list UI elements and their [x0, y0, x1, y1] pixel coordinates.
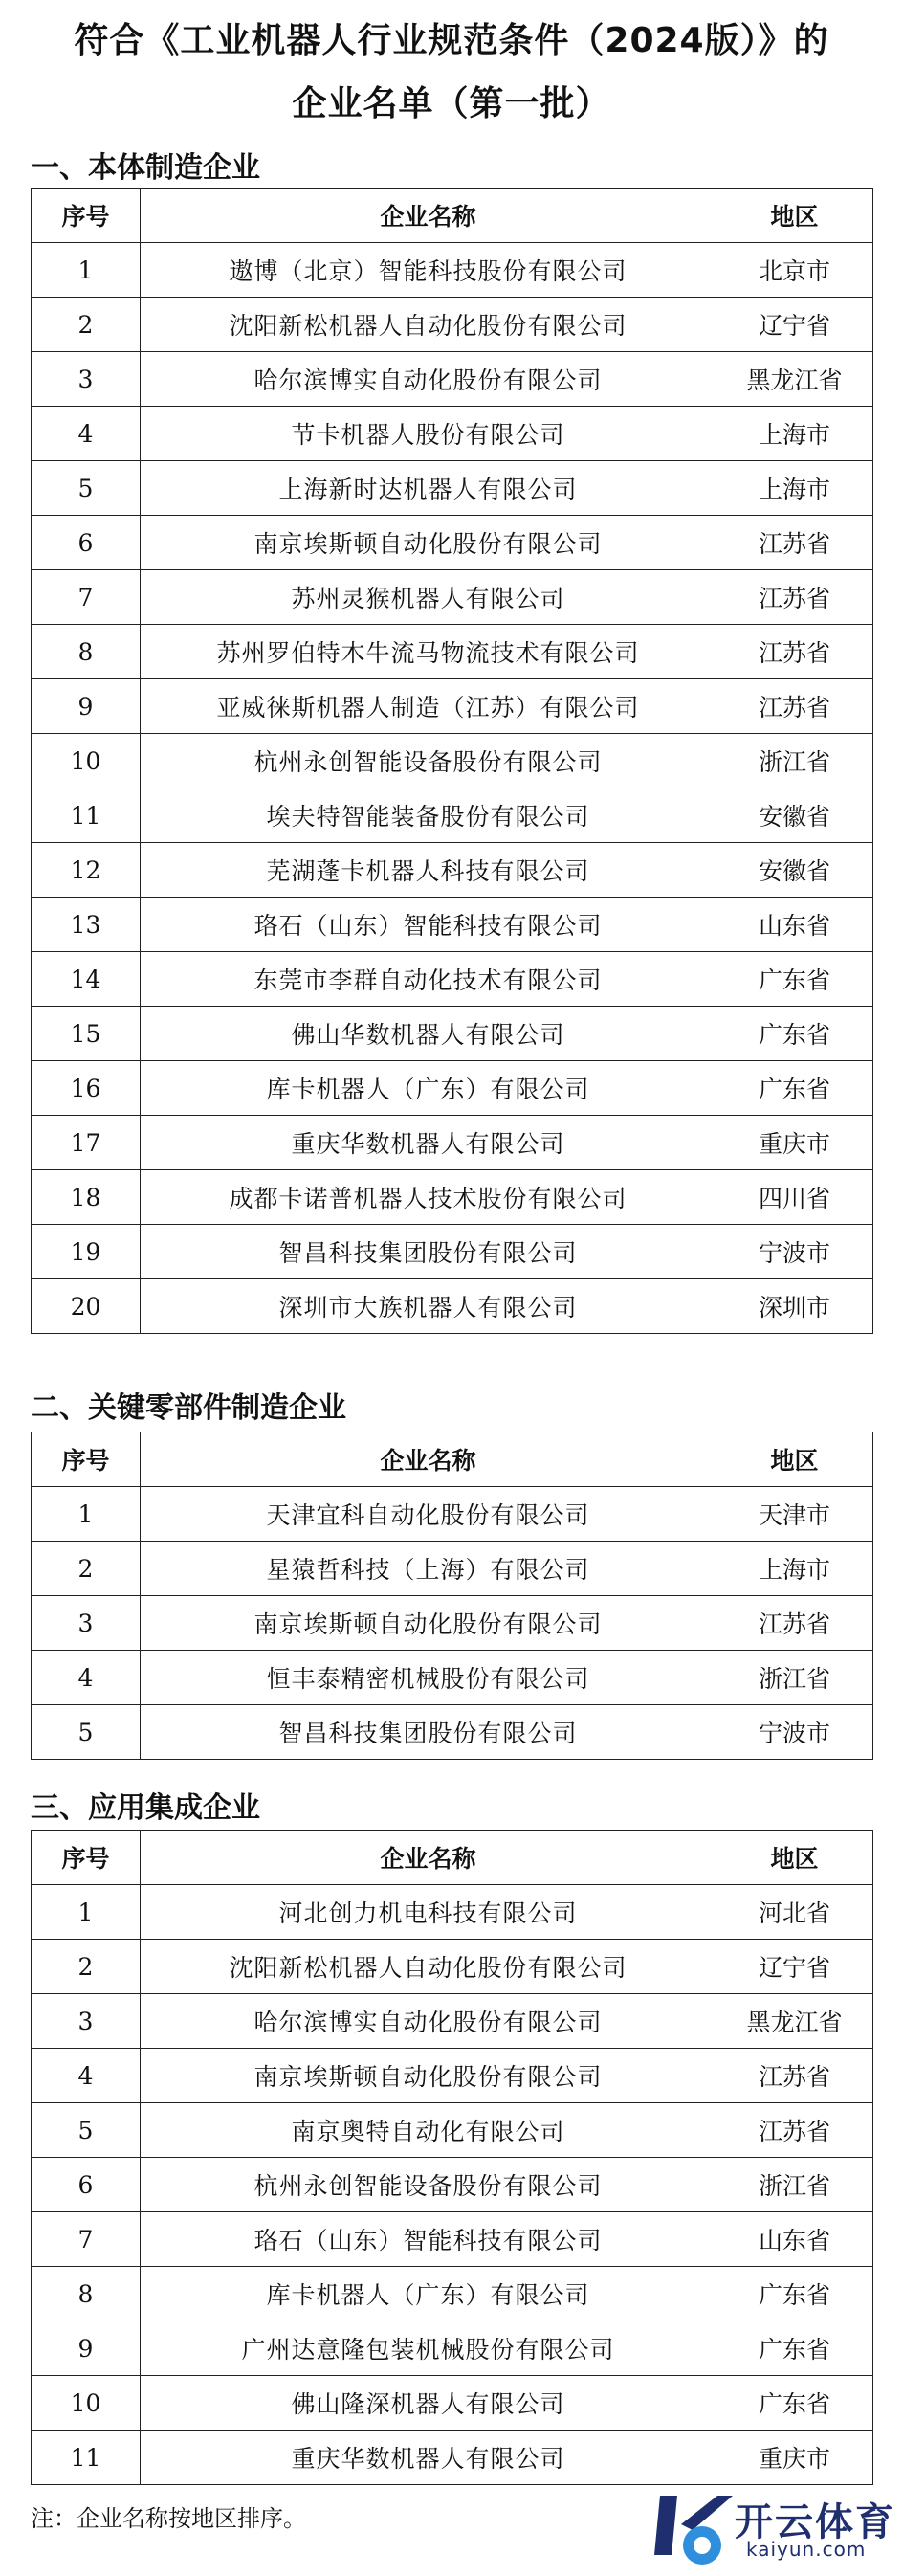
- company-name-cell: 哈尔滨博实自动化股份有限公司: [141, 1994, 716, 2049]
- row-number-cell: 3: [32, 352, 141, 407]
- region-cell: 上海市: [716, 407, 873, 461]
- company-name-cell: 重庆华数机器人有限公司: [141, 2431, 716, 2485]
- company-name-cell: 苏州罗伯特木牛流马物流技术有限公司: [141, 625, 716, 679]
- region-cell: 宁波市: [716, 1705, 873, 1760]
- section-heading-key-components: 二、关键零部件制造企业: [31, 1391, 346, 1425]
- row-number-cell: 1: [32, 1487, 141, 1542]
- table-row: [32, 2049, 873, 2103]
- company-name-cell: 南京埃斯顿自动化股份有限公司: [141, 1596, 716, 1651]
- region-cell: 山东省: [716, 2212, 873, 2267]
- table-row: [32, 1116, 873, 1170]
- table-row: [32, 1542, 873, 1596]
- row-number-cell: 6: [32, 2158, 141, 2212]
- table-key-components: [31, 1432, 873, 1760]
- watermark-brand: 开云体育: [735, 2500, 895, 2544]
- region-cell: 天津市: [716, 1487, 873, 1542]
- table-body-manufacturing: [31, 188, 873, 1334]
- company-name-cell: 上海新时达机器人有限公司: [141, 461, 716, 516]
- row-number-cell: 11: [32, 2431, 141, 2485]
- row-number-cell: 9: [32, 2321, 141, 2376]
- row-number-cell: 17: [32, 1116, 141, 1170]
- row-number-cell: 10: [32, 734, 141, 788]
- region-cell: 四川省: [716, 1170, 873, 1225]
- region-cell: 重庆市: [716, 1116, 873, 1170]
- company-name-cell: 广州达意隆包装机械股份有限公司: [141, 2321, 716, 2376]
- region-cell: 江苏省: [716, 516, 873, 570]
- region-cell: 江苏省: [716, 625, 873, 679]
- table-row: [32, 2212, 873, 2267]
- table-row: [32, 516, 873, 570]
- table-row: [32, 1225, 873, 1279]
- region-cell: 深圳市: [716, 1279, 873, 1334]
- row-number-cell: 4: [32, 2049, 141, 2103]
- row-number-cell: 19: [32, 1225, 141, 1279]
- document-title-line2: 企业名单（第一批）: [292, 84, 611, 123]
- region-cell: 浙江省: [716, 1651, 873, 1705]
- row-number-cell: 14: [32, 952, 141, 1007]
- table-row: [32, 298, 873, 352]
- table-row: [32, 407, 873, 461]
- region-cell: 广东省: [716, 2376, 873, 2431]
- row-number-cell: 5: [32, 461, 141, 516]
- company-name-cell: 恒丰泰精密机械股份有限公司: [141, 1651, 716, 1705]
- company-name-cell: 南京埃斯顿自动化股份有限公司: [141, 2049, 716, 2103]
- table-row: [32, 1651, 873, 1705]
- row-number-cell: 1: [32, 1885, 141, 1940]
- row-number-cell: 7: [32, 570, 141, 625]
- table-row: [32, 2267, 873, 2321]
- company-name-cell: 智昌科技集团股份有限公司: [141, 1225, 716, 1279]
- table-row: [32, 625, 873, 679]
- table-row: [32, 1940, 873, 1994]
- company-name-cell: 库卡机器人（广东）有限公司: [141, 2267, 716, 2321]
- region-cell: 辽宁省: [716, 298, 873, 352]
- company-name-cell: 深圳市大族机器人有限公司: [141, 1279, 716, 1334]
- row-number-cell: 5: [32, 1705, 141, 1760]
- region-cell: 宁波市: [716, 1225, 873, 1279]
- kaiyun-logo-icon: [643, 2488, 738, 2570]
- region-cell: 广东省: [716, 1007, 873, 1061]
- table-row: [32, 2158, 873, 2212]
- table-row: [32, 1994, 873, 2049]
- region-cell: 广东省: [716, 2267, 873, 2321]
- row-number-cell: 6: [32, 516, 141, 570]
- company-name-cell: 哈尔滨博实自动化股份有限公司: [141, 352, 716, 407]
- table-row: [32, 1170, 873, 1225]
- table-row: [32, 679, 873, 734]
- table-header-row: [32, 189, 873, 243]
- table-row: [32, 788, 873, 843]
- table-row: [32, 1487, 873, 1542]
- region-cell: 河北省: [716, 1885, 873, 1940]
- region-cell: 上海市: [716, 461, 873, 516]
- column-header-name: 企业名称: [141, 1831, 716, 1885]
- row-number-cell: 7: [32, 2212, 141, 2267]
- region-cell: 北京市: [716, 243, 873, 298]
- column-header-region: 地区: [716, 189, 873, 243]
- row-number-cell: 3: [32, 1596, 141, 1651]
- column-header-no: 序号: [32, 189, 141, 243]
- region-cell: 浙江省: [716, 734, 873, 788]
- row-number-cell: 1: [32, 243, 141, 298]
- row-number-cell: 2: [32, 1940, 141, 1994]
- section-heading-body-manufacturing: 一、本体制造企业: [31, 151, 260, 185]
- table-header-row: [32, 1432, 873, 1487]
- table-row: [32, 734, 873, 788]
- section-heading-application-integration: 三、应用集成企业: [31, 1791, 260, 1825]
- company-name-cell: 南京埃斯顿自动化股份有限公司: [141, 516, 716, 570]
- row-number-cell: 8: [32, 2267, 141, 2321]
- company-name-cell: 重庆华数机器人有限公司: [141, 1116, 716, 1170]
- table-header-row: [32, 1831, 873, 1885]
- region-cell: 安徽省: [716, 843, 873, 898]
- region-cell: 安徽省: [716, 788, 873, 843]
- company-name-cell: 智昌科技集团股份有限公司: [141, 1705, 716, 1760]
- row-number-cell: 11: [32, 788, 141, 843]
- table-row: [32, 952, 873, 1007]
- column-header-name: 企业名称: [141, 189, 716, 243]
- table-row: [32, 843, 873, 898]
- table-row: [32, 570, 873, 625]
- region-cell: 江苏省: [716, 2103, 873, 2158]
- company-name-cell: 杭州永创智能设备股份有限公司: [141, 734, 716, 788]
- table-row: [32, 352, 873, 407]
- row-number-cell: 13: [32, 898, 141, 952]
- company-name-cell: 星猿哲科技（上海）有限公司: [141, 1542, 716, 1596]
- table-row: [32, 1596, 873, 1651]
- row-number-cell: 10: [32, 2376, 141, 2431]
- row-number-cell: 4: [32, 407, 141, 461]
- table-row: [32, 1007, 873, 1061]
- region-cell: 辽宁省: [716, 1940, 873, 1994]
- region-cell: 广东省: [716, 1061, 873, 1116]
- region-cell: 江苏省: [716, 2049, 873, 2103]
- table-row: [32, 2103, 873, 2158]
- column-header-no: 序号: [32, 1432, 141, 1487]
- row-number-cell: 20: [32, 1279, 141, 1334]
- company-name-cell: 杭州永创智能设备股份有限公司: [141, 2158, 716, 2212]
- column-header-name: 企业名称: [141, 1432, 716, 1487]
- row-number-cell: 12: [32, 843, 141, 898]
- region-cell: 江苏省: [716, 679, 873, 734]
- table-row: [32, 1279, 873, 1334]
- table-row: [32, 1705, 873, 1760]
- row-number-cell: 8: [32, 625, 141, 679]
- company-name-cell: 成都卡诺普机器人技术股份有限公司: [141, 1170, 716, 1225]
- row-number-cell: 16: [32, 1061, 141, 1116]
- company-name-cell: 芜湖蓬卡机器人科技有限公司: [141, 843, 716, 898]
- company-name-cell: 苏州灵猴机器人有限公司: [141, 570, 716, 625]
- company-name-cell: 南京奥特自动化有限公司: [141, 2103, 716, 2158]
- company-name-cell: 节卡机器人股份有限公司: [141, 407, 716, 461]
- table-row: [32, 2376, 873, 2431]
- company-name-cell: 库卡机器人（广东）有限公司: [141, 1061, 716, 1116]
- region-cell: 重庆市: [716, 2431, 873, 2485]
- region-cell: 广东省: [716, 952, 873, 1007]
- table-row: [32, 2431, 873, 2485]
- column-header-no: 序号: [32, 1831, 141, 1885]
- row-number-cell: 15: [32, 1007, 141, 1061]
- region-cell: 山东省: [716, 898, 873, 952]
- column-header-region: 地区: [716, 1432, 873, 1487]
- table-row: [32, 2321, 873, 2376]
- watermark-logo: [643, 2488, 895, 2570]
- table-application-integration: [31, 1830, 873, 2485]
- region-cell: 广东省: [716, 2321, 873, 2376]
- company-name-cell: 埃夫特智能装备股份有限公司: [141, 788, 716, 843]
- row-number-cell: 4: [32, 1651, 141, 1705]
- watermark-domain: kaiyun.com: [746, 2538, 867, 2561]
- row-number-cell: 18: [32, 1170, 141, 1225]
- region-cell: 江苏省: [716, 1596, 873, 1651]
- document-title-line1: 符合《工业机器人行业规范条件（2024版）》的: [74, 21, 829, 60]
- company-name-cell: 遨博（北京）智能科技股份有限公司: [141, 243, 716, 298]
- region-cell: 江苏省: [716, 570, 873, 625]
- company-name-cell: 珞石（山东）智能科技有限公司: [141, 898, 716, 952]
- row-number-cell: 3: [32, 1994, 141, 2049]
- region-cell: 黑龙江省: [716, 352, 873, 407]
- region-cell: 黑龙江省: [716, 1994, 873, 2049]
- table-row: [32, 1885, 873, 1940]
- company-name-cell: 佛山华数机器人有限公司: [141, 1007, 716, 1061]
- company-name-cell: 天津宜科自动化股份有限公司: [141, 1487, 716, 1542]
- company-name-cell: 佛山隆深机器人有限公司: [141, 2376, 716, 2431]
- company-name-cell: 珞石（山东）智能科技有限公司: [141, 2212, 716, 2267]
- company-name-cell: 东莞市李群自动化技术有限公司: [141, 952, 716, 1007]
- company-name-cell: 亚威徕斯机器人制造（江苏）有限公司: [141, 679, 716, 734]
- table-row: [32, 1061, 873, 1116]
- footnote: 注：企业名称按地区排序。: [31, 2505, 306, 2532]
- table-row: [32, 898, 873, 952]
- column-header-region: 地区: [716, 1831, 873, 1885]
- row-number-cell: 9: [32, 679, 141, 734]
- row-number-cell: 5: [32, 2103, 141, 2158]
- region-cell: 上海市: [716, 1542, 873, 1596]
- company-name-cell: 河北创力机电科技有限公司: [141, 1885, 716, 1940]
- region-cell: 浙江省: [716, 2158, 873, 2212]
- row-number-cell: 2: [32, 1542, 141, 1596]
- company-name-cell: 沈阳新松机器人自动化股份有限公司: [141, 1940, 716, 1994]
- company-name-cell: 沈阳新松机器人自动化股份有限公司: [141, 298, 716, 352]
- table-row: [32, 461, 873, 516]
- row-number-cell: 2: [32, 298, 141, 352]
- table-row: [32, 243, 873, 298]
